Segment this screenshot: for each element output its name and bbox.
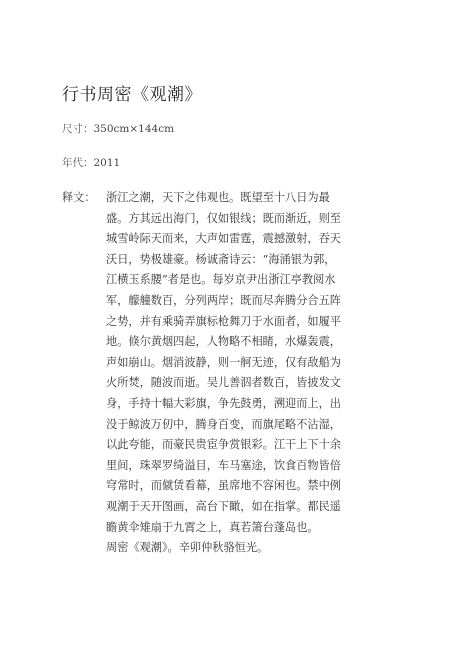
size-label: 尺寸： xyxy=(62,123,94,135)
transcription-line: 以此夸能，而豪民贵宦争赏银彩。江干上下十余 xyxy=(106,438,341,452)
transcription-line: 之势，并有乘骑弄旗标枪舞刀于水面者，如履平 xyxy=(106,314,341,328)
transcription-line: 军，艨艟数百，分列两岸；既而尽奔腾分合五阵 xyxy=(106,293,341,307)
transcription-line: 城雪岭际天而来，大声如雷霆，震撼激射，吞天 xyxy=(106,232,341,246)
transcription-line: 没于鲸波万仞中，腾身百变，而旗尾略不沾湿， xyxy=(106,417,341,431)
transcription-line: 里间，珠翠罗绮溢目，车马塞途，饮食百物皆倍 xyxy=(106,458,341,472)
transcription-text xyxy=(106,188,406,559)
transcription-line: 浙江之潮，天下之伟观也。既望至十八日为最 xyxy=(106,191,330,204)
transcription-line: 身，手持十幅大彩旗，争先鼓勇，溯迎而上，出 xyxy=(106,396,341,410)
transcription-line: 沃日，势极雄豪。杨诚斋诗云：“海涌银为郭， xyxy=(106,252,336,266)
transcription-label: 释文： xyxy=(62,191,96,204)
year-value: 2011 xyxy=(93,157,121,169)
year-row xyxy=(62,155,120,170)
transcription-line: 盛。方其远出海门，仅如银线；既而渐近，则至 xyxy=(106,211,341,225)
transcription-line: 观潮于天开图画，高台下瞰，如在指掌。都民遥 xyxy=(106,499,341,513)
transcription-line: 声如崩山。烟消波静，则一舸无迹，仅有敌船为 xyxy=(106,355,341,369)
transcription-line: 地。倏尔黄烟四起，人物略不相睹，水爆轰震， xyxy=(106,335,341,349)
transcription-line: 火所焚，随波而逝。吴儿善泅者数百，皆披发文 xyxy=(106,376,341,390)
transcription-signature-line: 周密《观潮》。辛卯仲秋骆恒光。 xyxy=(106,541,269,555)
transcription-line: 瞻黄伞雉扇于九霄之上，真若箫台蓬岛也。 xyxy=(106,520,319,534)
size-value: 350cm×144cm xyxy=(93,123,175,135)
page-title: 行书周密《观潮》 xyxy=(62,85,202,105)
year-label: 年代： xyxy=(62,157,94,169)
transcription-line: 穹常时，而僦赁看幕，虽席地不容闲也。禁中例 xyxy=(106,479,341,493)
size-row xyxy=(62,121,174,136)
transcription-line: 江横玉系腰”者是也。每岁京尹出浙江亭教阅水 xyxy=(106,273,336,287)
